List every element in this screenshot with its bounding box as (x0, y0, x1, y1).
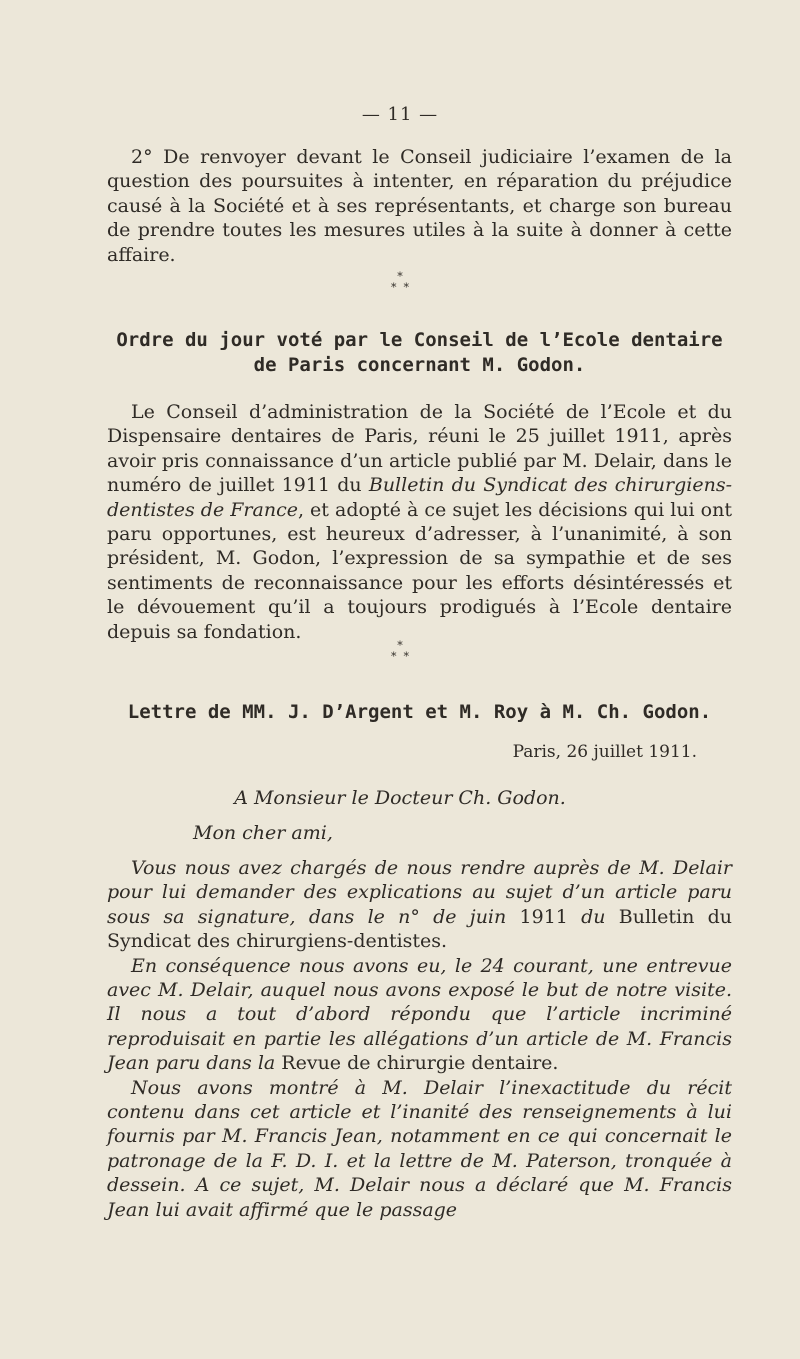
page-number: — 11 — (361, 104, 439, 125)
section-separator-1 (0, 271, 800, 293)
letter-p1-italic: Vous nous avez chargés de nous rendre auprès de M. Delair pour lui demander des explications au sujet d’un article paru sous sa signature, dans le n° de juin (107, 857, 732, 928)
letter-p1-year: 1911 (519, 905, 568, 928)
letter-p2-revue: Revue de chirurgie dentaire. (281, 1052, 559, 1075)
letter-paragraph-2 (107, 954, 732, 1076)
resolution-text: 2° De renvoyer devant le Conseil judiciaire l’examen de la question des poursuites à intenter, en réparation du préjudice causé à la Société et à ses représentants, et charge son bureau de prendre toutes les mesures utiles à la suite à donner à cette affaire. (107, 146, 732, 266)
conseil-text-part2: , et adopté à ce sujet les décisions qui lui ont paru opportunes, est heureux d’adresser, à l’unanimité, à son président, M. Godon, l’expression de sa sympathie et de ses sentiments de reconnaissance pour les efforts désintéressés et le dévouement qu’il a toujours prodigués à l’Ecole dentaire depuis sa fondation. (107, 498, 732, 643)
letter-p1-du: du (567, 905, 619, 928)
conseil-text-part1: Le Conseil d’administration de la Société de l’Ecole et du Dispensaire dentaires de Paris, réuni le 25 juillet 1911, après avoir pris connaissance d’un article publié par M. Delair, dans le numéro de juillet 1911 du (107, 401, 732, 497)
letter-paragraph-3: Nous avons montré à M. Delair l’inexactitude du récit contenu dans cet article et l’inanité des renseignements à lui fournis par M. Francis Jean, notamment en ce qui concernait le patronage de la F. D. I. et la lettre de M. Paterson, tronquée à dessein. A ce sujet, M. Delair nous a déclaré que M. Francis Jean lui avait affirmé que le passage (107, 1076, 732, 1221)
letter-p2-italic: En conséquence nous avons eu, le 24 courant, une entrevue avec M. Delair, auquel nous avons exposé le but de notre visite. Il nous a tout d’abord répondu que l’article incriminé reproduisait en partie les allégations d’un article de M. Francis Jean paru dans la (107, 954, 732, 1075)
asterism-top: * (397, 639, 403, 652)
letter-paragraph-1 (107, 856, 732, 954)
conseil-text (107, 400, 732, 644)
asterism-bottom: * * (391, 650, 409, 663)
asterism-top: * (397, 270, 403, 283)
section-heading-ordre-du-jour: Ordre du jour voté par le Conseil de l’Ecole dentaire de Paris concernant M. Godon. (116, 329, 723, 376)
section-separator-2 (0, 640, 800, 662)
section-heading-lettre: Lettre de MM. J. D’Argent et M. Roy à M. Ch. Godon. (127, 701, 712, 723)
letter-addressee: A Monsieur le Docteur Ch. Godon. (234, 787, 566, 809)
asterism-bottom: * * (391, 281, 409, 294)
conseil-paragraph (107, 400, 732, 644)
letter-salutation: Mon cher ami, (193, 822, 333, 844)
letter-body (107, 856, 732, 1222)
letter-dateline: Paris, 26 juillet 1911. (512, 742, 697, 762)
bulletin-title: Bulletin du Syndicat des chirurgiens-dentistes de France (107, 474, 732, 521)
resolution-paragraph (107, 145, 732, 267)
letter-p1-bulletin: Bulletin du Syndicat des chirurgiens-dentistes. (107, 905, 733, 953)
